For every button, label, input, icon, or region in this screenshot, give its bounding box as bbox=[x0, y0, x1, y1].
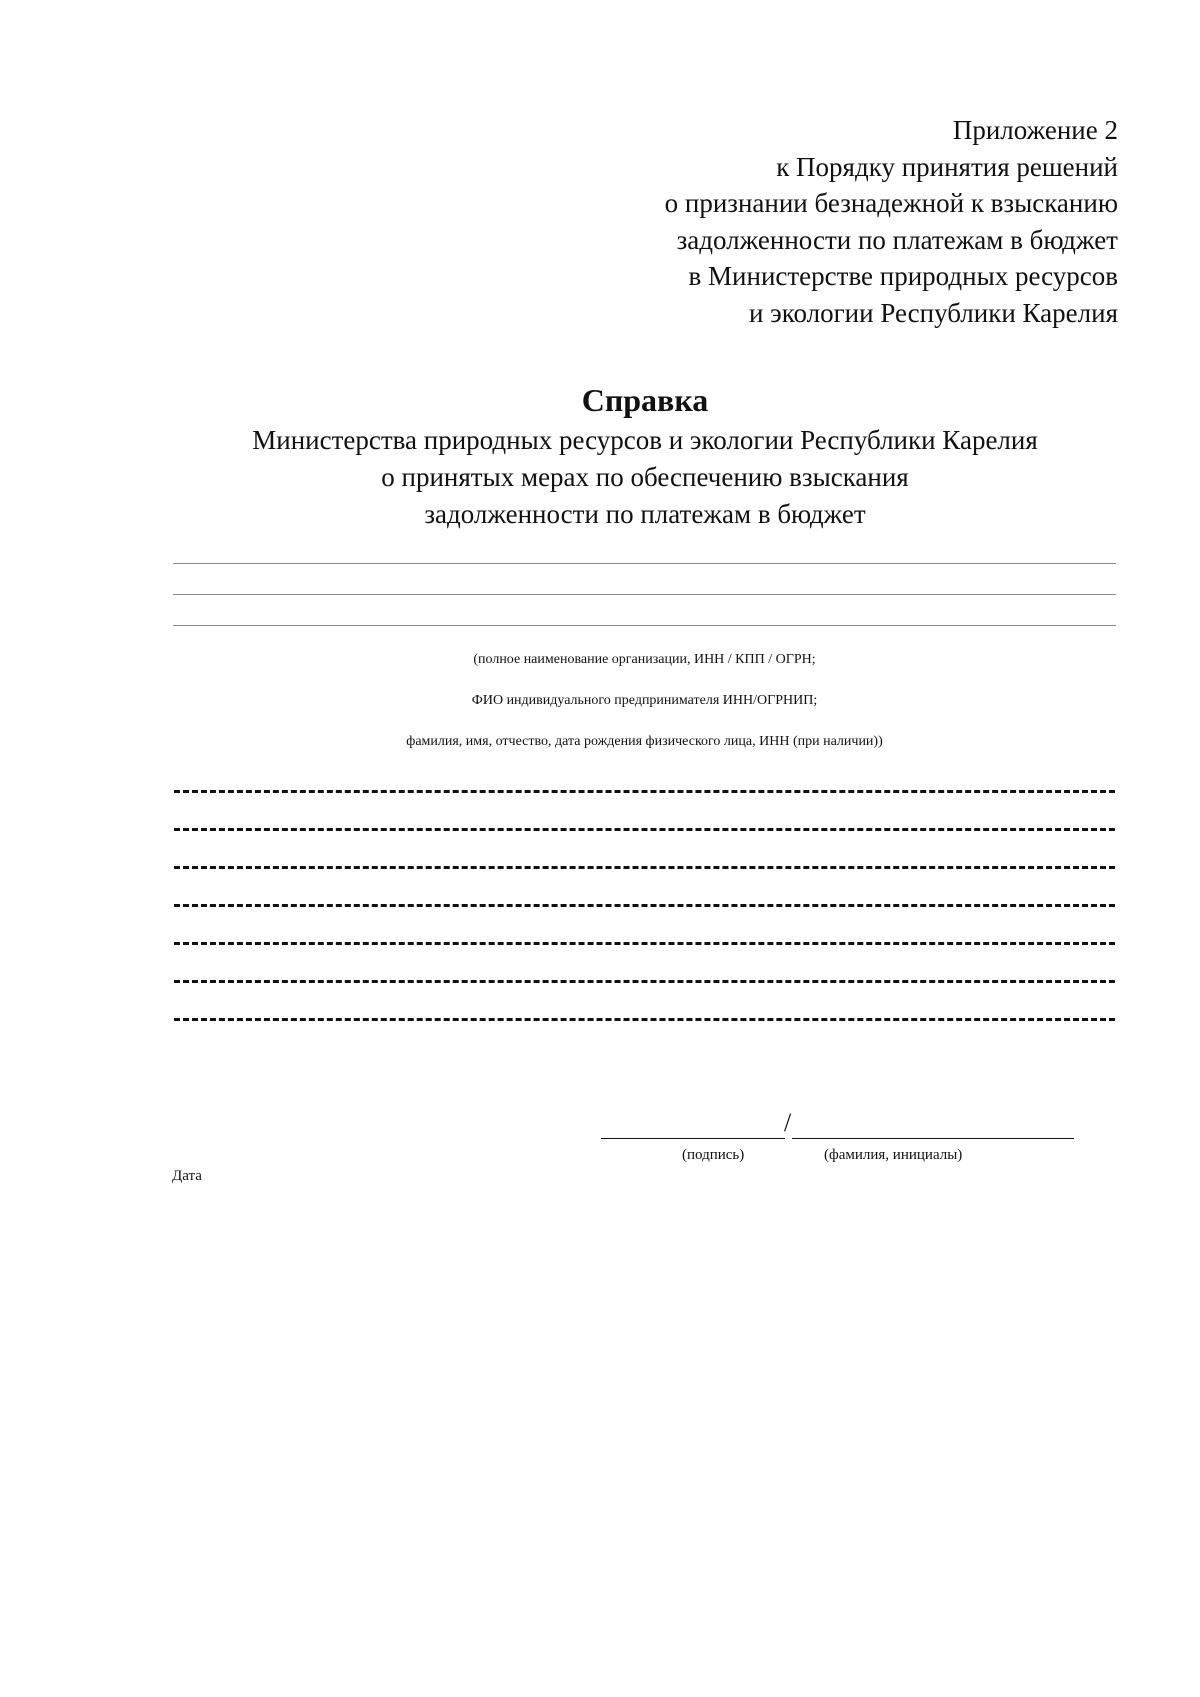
measures-fill-line[interactable] bbox=[174, 790, 1115, 793]
measures-fill-line[interactable] bbox=[174, 828, 1115, 831]
name-initials-label: (фамилия, инициалы) bbox=[824, 1147, 963, 1163]
signature-label: (подпись) bbox=[682, 1147, 745, 1163]
date-label: Дата bbox=[172, 1168, 202, 1184]
name-initials-line[interactable] bbox=[792, 1138, 1074, 1139]
appendix-line: в Министерстве природных ресурсов bbox=[688, 261, 1118, 291]
appendix-line: и экологии Республики Карелия bbox=[748, 297, 1118, 328]
signature-separator: / bbox=[784, 1108, 792, 1137]
debtor-hint-line: фамилия, имя, отчество, дата рождения физического лица, ИНН (при наличии)) bbox=[406, 734, 883, 749]
title-block bbox=[0, 378, 1200, 533]
debtor-fill-line[interactable] bbox=[173, 563, 1116, 564]
debtor-hint-line: ФИО индивидуального предпринимателя ИНН/ОГРНИП; bbox=[471, 693, 818, 708]
measures-fill-line[interactable] bbox=[174, 866, 1115, 869]
document-title: Справка bbox=[581, 382, 709, 418]
appendix-line: задолженности по платежам в бюджет bbox=[676, 224, 1118, 255]
measures-fill-line[interactable] bbox=[174, 904, 1115, 907]
debtor-fill-line[interactable] bbox=[173, 594, 1116, 595]
measures-fill-line[interactable] bbox=[174, 980, 1115, 983]
measures-fill-line[interactable] bbox=[174, 942, 1115, 945]
measures-fill-line[interactable] bbox=[174, 1018, 1115, 1021]
appendix-line: к Порядку принятия решений bbox=[776, 151, 1118, 182]
document-subtitle-line: Министерства природных ресурсов и экологии Республики Карелия bbox=[252, 425, 1038, 455]
appendix-reference bbox=[665, 112, 1118, 331]
signature-line[interactable] bbox=[601, 1138, 785, 1139]
debtor-hint-line: (полное наименование организации, ИНН / КПП / ОГРН; bbox=[473, 652, 816, 667]
appendix-line: Приложение 2 bbox=[952, 115, 1118, 145]
document-subtitle-line: о принятых мерах по обеспечению взыскания bbox=[381, 462, 909, 492]
debtor-fill-line[interactable] bbox=[173, 625, 1116, 626]
appendix-line: о признании безнадежной к взысканию bbox=[664, 188, 1118, 218]
document-subtitle-line: задолженности по платежам в бюджет bbox=[424, 499, 866, 529]
